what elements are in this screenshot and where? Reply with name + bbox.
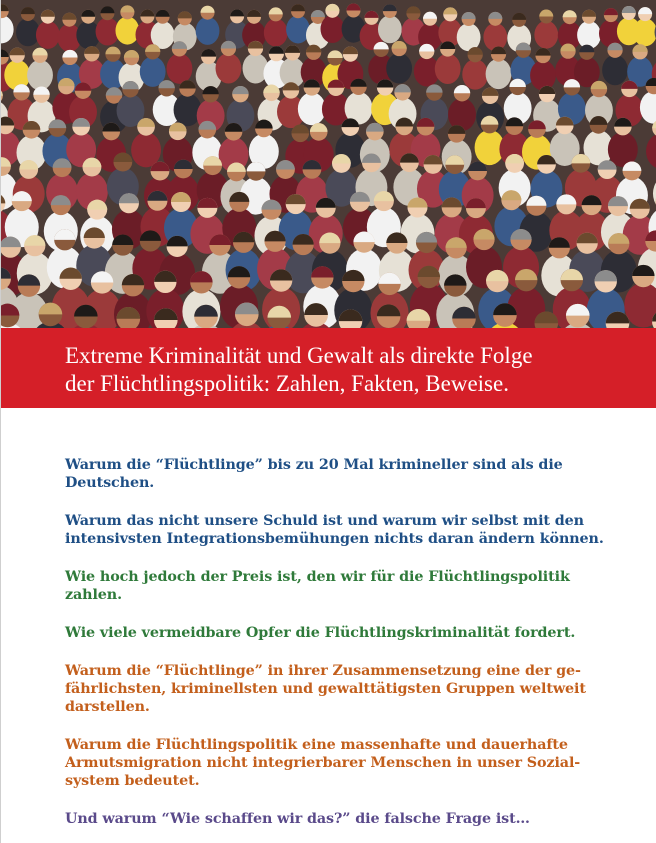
list-item: Warum die “Flüchtlinge” in ihrer Zusammensetzung eine der ge- fährlichsten, kriminellsten und gewalttätigsten Gruppen weltweit darstellen.	[65, 663, 586, 715]
list-item: Und warum “Wie schaffen wir das?” die falsche Frage ist…	[65, 811, 530, 827]
list-item: Wie viele vermeidbare Opfer die Flüchtlingskriminalität fordert.	[65, 625, 576, 641]
list-item: Warum das nicht unsere Schuld ist und warum wir selbst mit den intensivsten Integrationsbemühungen nichts daran ändern können.	[65, 513, 604, 547]
bullet-list	[65, 456, 635, 828]
crowd-photo	[1, 0, 656, 328]
list-item: Warum die “Flüchtlinge” bis zu 20 Mal krimineller sind als die Deutschen.	[65, 457, 563, 491]
list-item: Wie hoch jedoch der Preis ist, den wir für die Flüchtlingspolitik zahlen.	[65, 569, 570, 603]
title-banner	[1, 328, 656, 408]
crowd-illustration	[1, 0, 656, 328]
banner-title: Extreme Kriminalität und Gewalt als direkte Folge der Flüchtlingspolitik: Zahlen, Fakten, Beweise.	[65, 343, 533, 396]
list-item: Warum die Flüchtlingspolitik eine massenhafte und dauerhafte Armutsmigration nicht integrierbarer Menschen in unser Sozial- system bedeutet.	[65, 737, 581, 789]
